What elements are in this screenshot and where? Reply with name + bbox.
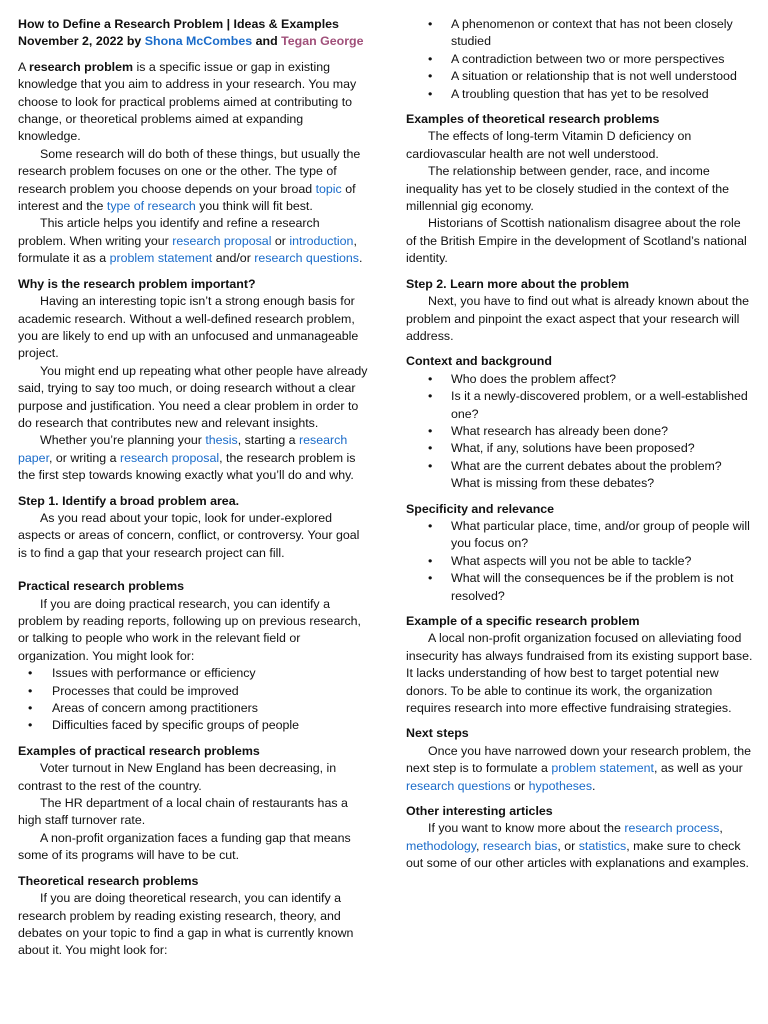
list-item-text: Is it a newly-discovered problem, or a well-established one? — [451, 389, 748, 421]
link-research-proposal-2[interactable]: research proposal — [119, 450, 220, 465]
why-text: , the research problem is the first step towards knowing exactly what you’ll do and why. — [18, 450, 356, 483]
practical-paragraph: If you are doing practical research, you can identify a problem by reading reports, following up on previous research, or talking to people who work in the relevant field or organization. You might look for: — [18, 596, 361, 663]
list-item-text: Processes that could be improved — [52, 683, 239, 698]
heading-step-1: Step 1. Identify a broad problem area. — [18, 493, 240, 508]
practical-example-2: The HR department of a local chain of restaurants has a high staff turnover rate. — [18, 796, 348, 828]
link-introduction[interactable]: introduction — [289, 233, 354, 248]
theoretical-paragraph: If you are doing theoretical research, you can identify a research problem by reading existing research, theory, and debates on your topic to find a gap in what is currently known about it. You might look for: — [18, 891, 354, 958]
other-text: If you want to know more about the — [428, 821, 621, 836]
list-item-text: What, if any, solutions have been proposed? — [451, 441, 695, 456]
intro-text: , formulate it as a — [18, 233, 357, 266]
list-item — [406, 553, 754, 570]
list-item — [406, 440, 754, 457]
link-topic[interactable]: topic — [315, 181, 342, 196]
spacer — [18, 562, 368, 578]
other-text: , make sure to check out some of our other articles with explanations and examples. — [406, 838, 749, 871]
list-item — [18, 717, 368, 734]
intro-text: you think will fit best. — [199, 199, 313, 214]
list-item-text: A situation or relationship that is not well understood — [451, 69, 737, 84]
practical-example-3: A non-profit organization faces a funding gap that means some of its programs will have to be cut. — [18, 830, 351, 863]
link-research-bias[interactable]: research bias — [482, 838, 558, 853]
bullet-icon: • — [428, 571, 433, 586]
step2-paragraph: Next, you have to find out what is already known about the problem and pinpoint the exact aspect that your research will address. — [406, 294, 749, 343]
list-item — [406, 16, 754, 51]
list-item-text: Issues with performance or efficiency — [52, 666, 256, 681]
next-steps-text: Once you have narrowed down your research problem, the next step is to formulate a — [406, 743, 752, 776]
bullet-icon: • — [28, 718, 33, 733]
list-item — [406, 86, 754, 103]
heading-step-2: Step 2. Learn more about the problem — [406, 276, 630, 291]
specific-example-paragraph: A local non-profit organization focused on alleviating food insecurity has always fundraised from its existing support base. It lacks understanding of how best to target potential new donors. To be able to continue its work, the organization requires research into more effective fundraising strategies. — [406, 631, 753, 716]
bullet-icon: • — [428, 17, 433, 31]
list-item-text: A troubling question that has yet to be resolved — [451, 86, 709, 101]
list-item — [406, 371, 754, 388]
link-statistics[interactable]: statistics — [578, 838, 627, 853]
link-methodology[interactable]: methodology — [406, 838, 477, 853]
heading-theoretical-examples: Examples of theoretical research problems — [406, 112, 660, 127]
why-text: , or writing a — [49, 450, 117, 465]
link-research-paper[interactable]: research paper — [18, 433, 348, 465]
bullet-icon: • — [428, 389, 433, 404]
list-item — [406, 388, 754, 423]
heading-why-important: Why is the research problem important? — [18, 276, 256, 291]
heading-next-steps: Next steps — [406, 726, 469, 741]
list-item — [18, 683, 368, 700]
next-steps-text: , as well as your — [653, 761, 743, 776]
heading-practical-examples: Examples of practical research problems — [18, 743, 260, 758]
left-column — [18, 16, 368, 960]
bullet-icon: • — [28, 666, 33, 681]
list-item — [406, 518, 754, 553]
bullet-icon: • — [428, 371, 433, 386]
bullet-icon: • — [28, 701, 33, 716]
author-link-tegan[interactable]: Tegan George — [281, 34, 364, 49]
link-problem-statement[interactable]: problem statement — [109, 251, 213, 266]
article-title: How to Define a Research Problem | Ideas & Examples — [18, 17, 339, 31]
link-type-of-research[interactable]: type of research — [106, 199, 196, 214]
link-hypotheses[interactable]: hypotheses — [528, 778, 593, 793]
intro-text: is a specific issue or gap in existing knowledge that you aim to address in your research. You may choose to look for practical problems aimed at contributing to change, or theoretical problems aimed at expanding knowledge. — [18, 59, 357, 144]
heading-practical: Practical research problems — [18, 579, 184, 594]
heading-specificity: Specificity and relevance — [406, 501, 555, 516]
list-item-text: What particular place, time, and/or group of people will you focus on? — [451, 518, 750, 551]
intro-text: and/or — [215, 251, 251, 266]
intro-paragraph-1 — [18, 59, 368, 146]
next-steps-text: . — [592, 778, 596, 793]
link-thesis[interactable]: thesis — [205, 433, 238, 448]
bullet-icon: • — [428, 553, 433, 568]
publish-date: November 2, 2022 by — [18, 34, 142, 49]
intro-text: This article helps you identify and refine a research problem. When writing your — [18, 216, 320, 248]
bullet-icon: • — [428, 441, 433, 456]
list-item-text: What are the current debates about the problem? What is missing from these debates? — [451, 458, 722, 491]
author-link-shona[interactable]: Shona McCombes — [144, 34, 253, 49]
step1-paragraph: As you read about your topic, look for under-explored aspects or areas of concern, conflict, or controversy. Your goal is to find a gap that your research project can fill. — [18, 510, 360, 560]
bullet-icon: • — [428, 51, 433, 66]
article-byline — [18, 33, 368, 50]
link-problem-statement-2[interactable]: problem statement — [551, 761, 654, 776]
bullet-icon: • — [428, 458, 433, 473]
bullet-icon: • — [428, 518, 433, 533]
intro-text: of interest and the — [18, 181, 356, 214]
why-paragraph-2: You might end up repeating what other people have already said, trying to say too much, or doing research without a clear purpose and justification. You need a clear problem in order to do research that contributes new and relevant insights. — [18, 363, 368, 430]
link-research-proposal[interactable]: research proposal — [172, 233, 272, 248]
bullet-icon: • — [428, 86, 433, 101]
list-item-text: What will the consequences be if the problem is not resolved? — [451, 571, 734, 603]
heading-context: Context and background — [406, 354, 552, 369]
list-item-text: A phenomenon or context that has not been closely studied — [451, 17, 733, 49]
list-item — [406, 68, 754, 85]
context-list — [406, 371, 754, 493]
intro-bold-term: research problem — [29, 59, 134, 74]
intro-text: or — [274, 233, 286, 248]
bullet-icon: • — [428, 69, 433, 84]
list-item — [18, 665, 368, 682]
other-text: , or — [557, 838, 576, 853]
intro-text: A — [18, 59, 26, 74]
heading-other-articles: Other interesting articles — [406, 804, 553, 819]
theoretical-example-3: Historians of Scottish nationalism disagree about the role of the British Empire in the development of Scotland’s national identity. — [406, 216, 747, 266]
list-item — [406, 458, 754, 493]
link-research-questions-2[interactable]: research questions — [406, 778, 511, 793]
right-column — [406, 16, 754, 873]
practical-list — [18, 665, 368, 735]
specificity-list — [406, 518, 754, 605]
list-item — [18, 700, 368, 717]
bullet-icon: • — [428, 423, 433, 438]
list-item-text: What aspects will you not be able to tackle? — [451, 553, 692, 568]
list-item-text: Difficulties faced by specific groups of people — [52, 718, 300, 733]
theoretical-example-1: The effects of long-term Vitamin D deficiency on cardiovascular health are not well understood. — [406, 129, 692, 161]
intro-text: Some research will do both of these things, but usually the research problem focuses on one or the other. The type of research problem you choose depends on your broad — [18, 146, 361, 196]
bullet-icon: • — [28, 683, 33, 698]
theoretical-list — [406, 16, 754, 103]
why-paragraph-3 — [18, 432, 368, 484]
list-item-text: A contradiction between two or more perspectives — [451, 51, 725, 66]
list-item — [406, 423, 754, 440]
list-item-text: What research has already been done? — [451, 423, 668, 438]
other-text: , — [476, 838, 480, 853]
link-research-process[interactable]: research process — [624, 821, 720, 836]
why-text: , starting a — [237, 433, 296, 448]
list-item — [406, 51, 754, 68]
why-paragraph-1: Having an interesting topic isn’t a strong enough basis for academic research. Without a well-defined research problem, you are likely to end up with an unfocused and unmanageable project. — [18, 294, 359, 361]
intro-text: . — [358, 251, 363, 266]
heading-specific-example: Example of a specific research problem — [406, 614, 640, 628]
list-item-text: Areas of concern among practitioners — [52, 701, 258, 716]
why-text: Whether you’re planning your — [40, 433, 202, 448]
heading-theoretical: Theoretical research problems — [18, 873, 199, 888]
list-item — [406, 570, 754, 605]
next-steps-text: or — [514, 778, 526, 793]
list-item-text: Who does the problem affect? — [451, 371, 617, 386]
intro-paragraph-3 — [18, 215, 368, 267]
practical-example-1: Voter turnout in New England has been decreasing, in contrast to the rest of the country. — [18, 761, 337, 793]
other-text: , — [719, 821, 723, 836]
theoretical-example-2: The relationship between gender, race, and income inequality has yet to be closely studied in the context of the millennial gig economy. — [406, 164, 730, 214]
intro-paragraph-2 — [18, 146, 368, 216]
link-research-questions[interactable]: research questions — [254, 251, 359, 266]
next-steps-paragraph — [406, 743, 754, 795]
other-articles-paragraph — [406, 820, 754, 872]
byline-and: and — [255, 34, 278, 49]
